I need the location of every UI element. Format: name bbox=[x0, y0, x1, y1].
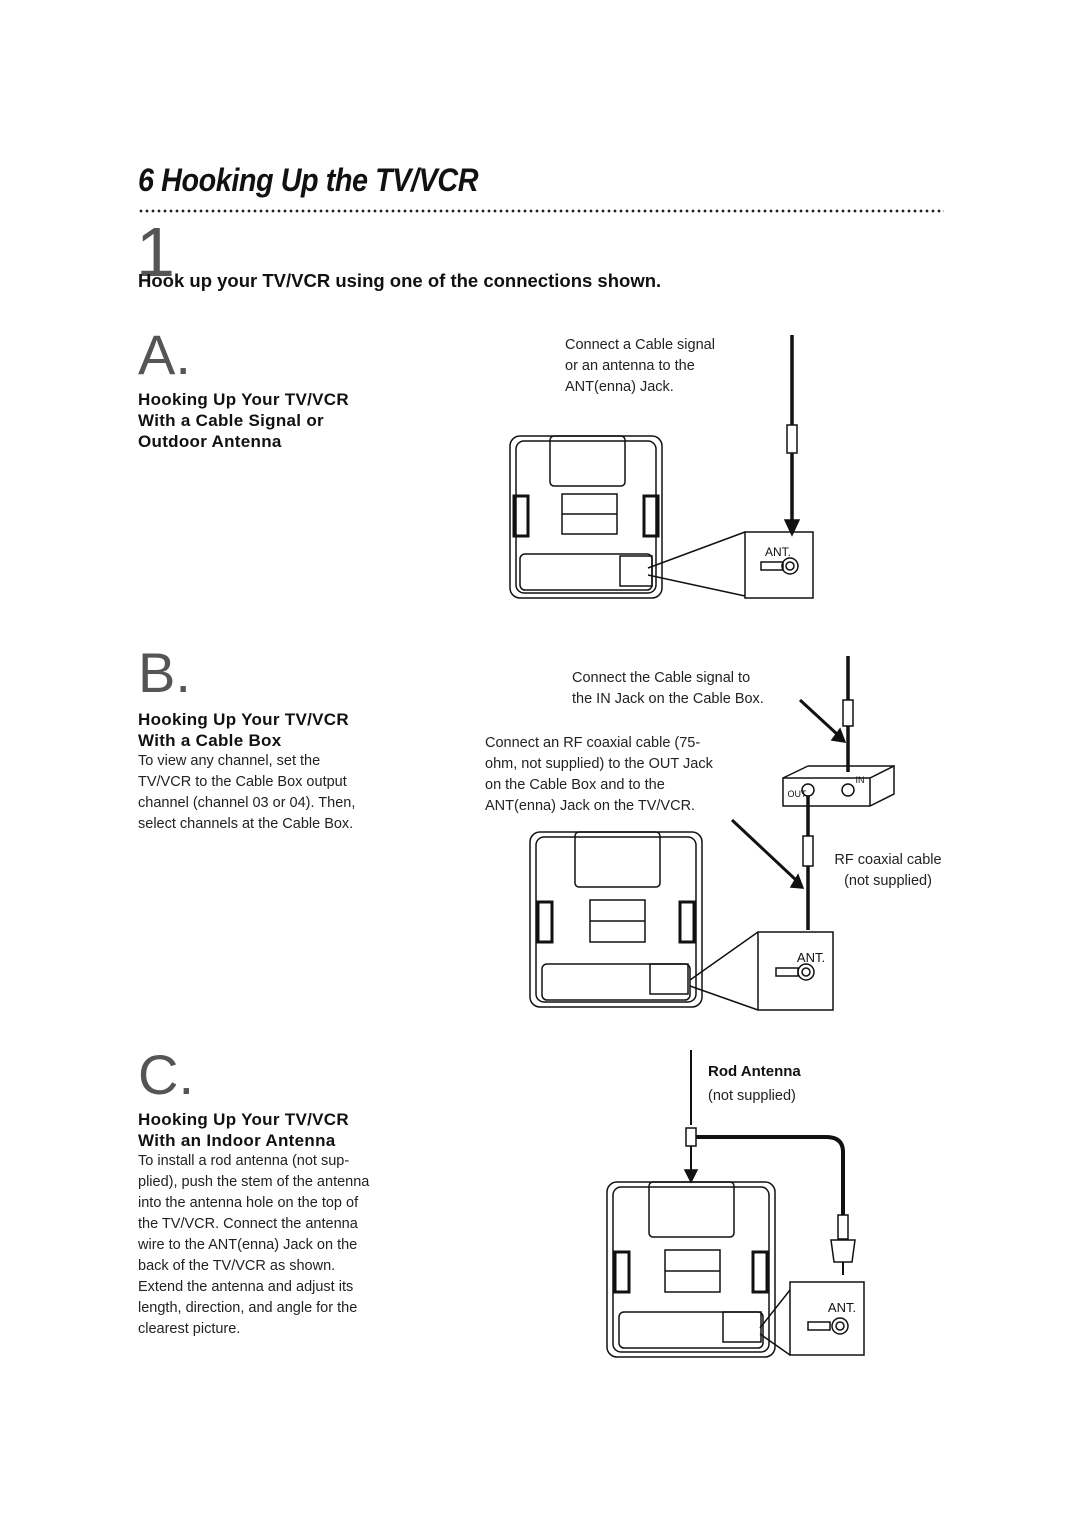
ant-label-c: ANT. bbox=[827, 1300, 857, 1315]
caption-line: ANT(enna) Jack on the TV/VCR. bbox=[485, 798, 696, 814]
caption-line: on the Cable Box and to the bbox=[485, 777, 665, 793]
section-b-letter: B. bbox=[138, 641, 191, 704]
body-line: the TV/VCR. Connect the antenna bbox=[138, 1216, 358, 1232]
caption-line: Connect the Cable signal to bbox=[572, 670, 751, 686]
body-line: channel (channel 03 or 04). Then, bbox=[138, 795, 356, 811]
caption-line: RF coaxial cable bbox=[834, 852, 942, 868]
section-a-letter: A. bbox=[138, 323, 191, 386]
tv-rear-c bbox=[607, 1182, 775, 1357]
body-line: into the antenna hole on the top of bbox=[138, 1195, 359, 1211]
page-title: 6 Hooking Up the TV/VCR bbox=[138, 162, 479, 198]
box-out-label: OUT bbox=[787, 789, 807, 799]
section-c-body bbox=[138, 1151, 369, 1340]
body-line: length, direction, and angle for the bbox=[138, 1300, 358, 1316]
box-in-label: IN bbox=[855, 775, 865, 785]
body-line: back of the TV/VCR as shown. bbox=[138, 1258, 336, 1274]
caption-line: ANT(enna) Jack. bbox=[565, 379, 674, 395]
ant-label-a: ANT. bbox=[764, 545, 792, 559]
tv-rear-b bbox=[530, 832, 702, 1007]
step-heading: Hook up your TV/VCR using one of the connections shown. bbox=[138, 270, 662, 291]
dotted-divider bbox=[138, 209, 944, 213]
caption-line: (not supplied) bbox=[844, 873, 932, 889]
body-line: plied), push the stem of the antenna bbox=[138, 1174, 370, 1190]
rod-antenna-sublabel: (not supplied) bbox=[708, 1088, 796, 1104]
cable-label bbox=[828, 850, 948, 892]
section-a-heading-line: Hooking Up Your TV/VCR bbox=[138, 390, 349, 409]
step-number: 1 bbox=[136, 213, 175, 291]
body-line: To view any channel, set the bbox=[138, 753, 321, 769]
caption-line: the IN Jack on the Cable Box. bbox=[572, 691, 764, 707]
section-c-heading-line: With an Indoor Antenna bbox=[138, 1131, 336, 1150]
section-a-caption bbox=[565, 335, 715, 398]
caption-line: Connect a Cable signal bbox=[565, 337, 715, 353]
section-b-body bbox=[138, 751, 355, 835]
ant-label-b: ANT. bbox=[796, 950, 826, 965]
section-c-letter: C. bbox=[138, 1043, 194, 1106]
caption-line: or an antenna to the bbox=[565, 358, 695, 374]
section-b-caption-left bbox=[485, 733, 713, 817]
section-a-heading-line: Outdoor Antenna bbox=[138, 432, 282, 451]
section-c-heading-line: Hooking Up Your TV/VCR bbox=[138, 1110, 349, 1129]
section-b-heading-line: With a Cable Box bbox=[138, 731, 282, 750]
body-line: TV/VCR to the Cable Box output bbox=[138, 774, 347, 790]
caption-line: Connect an RF coaxial cable (75- bbox=[485, 735, 701, 751]
section-b-heading-line: Hooking Up Your TV/VCR bbox=[138, 710, 349, 729]
caption-line: ohm, not supplied) to the OUT Jack bbox=[485, 756, 713, 772]
body-line: wire to the ANT(enna) Jack on the bbox=[138, 1237, 358, 1253]
body-line: To install a rod antenna (not sup- bbox=[138, 1153, 350, 1169]
body-line: select channels at the Cable Box. bbox=[138, 816, 354, 832]
body-line: clearest picture. bbox=[138, 1321, 241, 1337]
rod-antenna-label: Rod Antenna bbox=[708, 1063, 801, 1080]
section-b-heading bbox=[138, 709, 349, 751]
body-line: Extend the antenna and adjust its bbox=[138, 1279, 354, 1295]
section-c-heading bbox=[138, 1109, 349, 1151]
section-a-heading bbox=[138, 389, 349, 452]
tv-rear-a bbox=[510, 436, 662, 598]
section-a-heading-line: With a Cable Signal or bbox=[138, 411, 324, 430]
section-b-caption-top bbox=[572, 668, 764, 710]
